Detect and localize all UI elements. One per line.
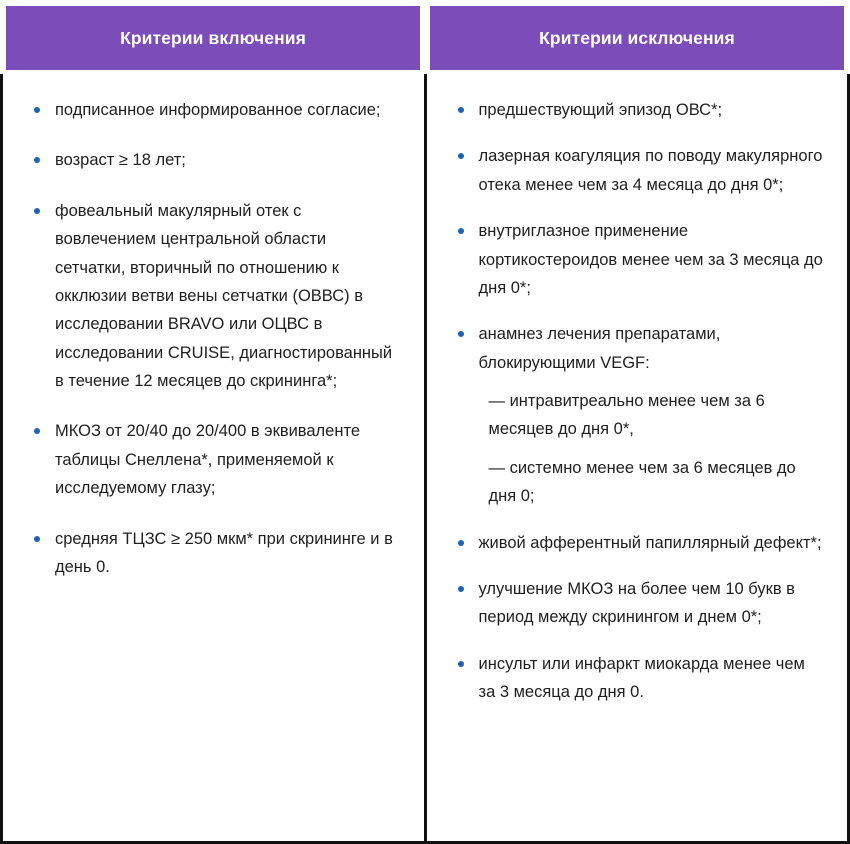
list-item	[451, 217, 824, 302]
column-header-inclusion-label: Критерии включения	[120, 27, 306, 48]
criterion-text: живой афферентный папиллярный дефект*;	[478, 533, 822, 552]
list-item	[27, 197, 400, 396]
exclusion-criteria-list	[451, 96, 824, 706]
list-item	[451, 142, 824, 199]
criterion-text: внутриглазное применение кортикостероидов менее чем за 3 месяца до дня 0*;	[478, 222, 823, 297]
criterion-text: инсульт или инфаркт миокарда менее чем за 3 месяца до дня 0.	[478, 654, 805, 701]
sub-criterion-text: — интравитреально менее чем за 6 месяцев до дня 0*,	[488, 392, 765, 439]
list-item	[451, 529, 824, 557]
criterion-text: предшествующий эпизод ОВС*;	[478, 101, 723, 119]
criterion-text: анамнез лечения препаратами, блокирующими VEGF:	[478, 325, 721, 372]
table-body	[0, 74, 850, 844]
column-header-exclusion-label: Критерии исключения	[539, 27, 735, 48]
column-header-inclusion	[6, 6, 420, 70]
criterion-text: возраст ≥ 18 лет;	[55, 151, 186, 170]
column-exclusion-criteria	[427, 74, 848, 841]
list-item	[451, 320, 824, 510]
column-inclusion-criteria	[3, 74, 427, 841]
criterion-text: средняя ТЦЗС ≥ 250 мкм* при скрининге и в день 0.	[55, 529, 393, 576]
list-item	[27, 146, 400, 174]
criterion-text: улучшение МКОЗ на более чем 10 букв в период между скринингом и днем 0*;	[478, 579, 795, 627]
sub-criterion-text: — системно менее чем за 6 месяцев до дня 0;	[488, 458, 796, 506]
sub-list-item	[479, 454, 824, 511]
column-header-exclusion	[430, 6, 844, 70]
table-header-row	[0, 0, 850, 74]
list-item	[27, 96, 400, 124]
criterion-text: МКОЗ от 20/40 до 20/400 в эквиваленте таблицы Снеллена*, применяемой к исследуемому глазу;	[55, 422, 361, 498]
criterion-sublist	[479, 387, 824, 511]
list-item	[451, 96, 824, 124]
criterion-text: подписанное информированное согласие;	[55, 101, 381, 119]
inclusion-criteria-list	[27, 96, 400, 581]
list-item	[451, 650, 824, 707]
list-item	[27, 525, 400, 582]
list-item	[27, 417, 400, 502]
list-item	[451, 575, 824, 632]
sub-list-item	[479, 387, 824, 444]
criterion-text: фовеальный макулярный отек с вовлечением центральной области сетчатки, вторичный по отношению к окклюзии ветви вены сетчатки (ОВВС) в исследовании BRAVO или ОЦВС в исследовании CRUISE, диагностированный в течение 12 месяцев до скрининга*;	[55, 201, 393, 390]
criterion-text: лазерная коагуляция по поводу макулярного отека менее чем за 4 месяца до дня 0*;	[478, 147, 823, 194]
